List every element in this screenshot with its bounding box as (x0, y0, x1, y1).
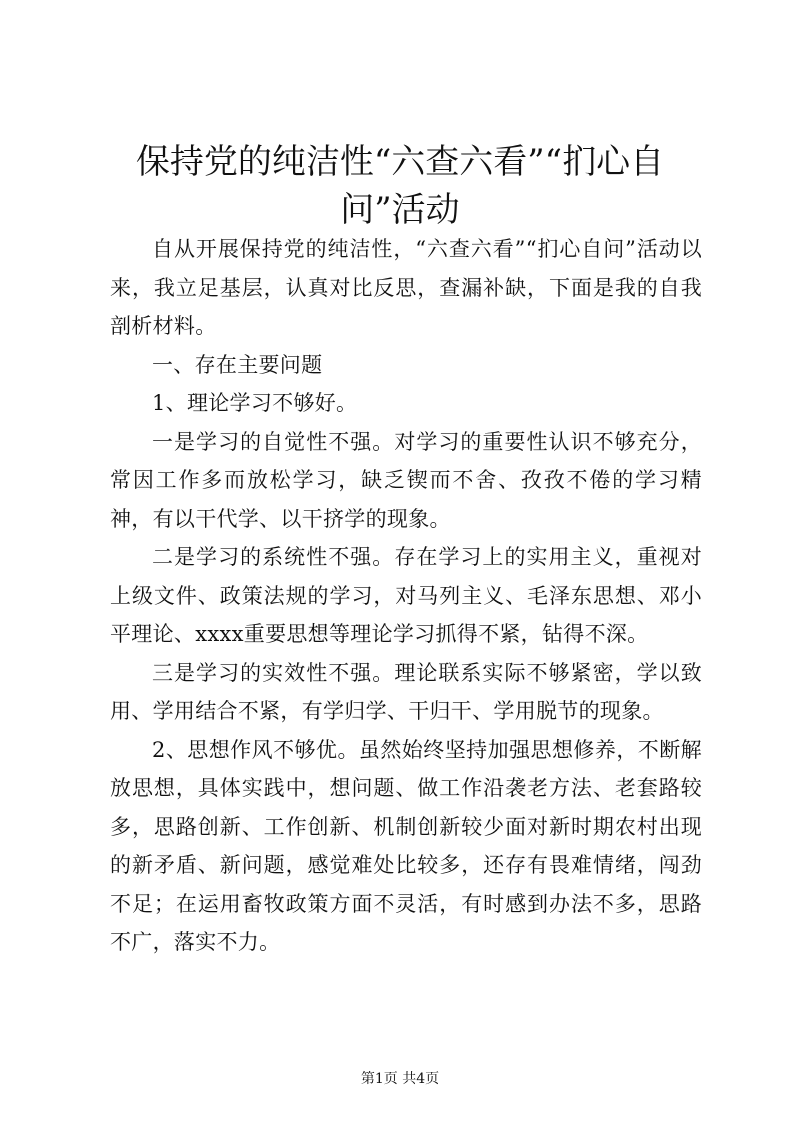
body-paragraph: 三是学习的实效性不强。理论联系实际不够紧密，学以致用、学用结合不紧，有学归学、干归干、学用脱节的现象。 (110, 660, 702, 723)
subsection-heading: 1、理论学习不够好。 (152, 391, 358, 415)
section-heading: 一、存在主要问题 (152, 352, 323, 377)
document-body (110, 230, 702, 962)
body-paragraph: 二是学习的系统性不强。存在学习上的实用主义，重视对上级文件、政策法规的学习，对马列主义、毛泽东思想、邓小平理论、xxxx重要思想等理论学习抓得不紧，钻得不深。 (110, 545, 702, 646)
document-title: 保持党的纯洁性“六查六看”“扪心自问”活动 (135, 142, 665, 230)
body-paragraph: 2、思想作风不够优。虽然始终坚持加强思想修养，不断解放思想，具体实践中，想问题、做工作沿袭老方法、老套路较多，思路创新、工作创新、机制创新较少面对新时期农村出现的新矛盾、新问题，感觉难处比较多，还存有畏难情绪，闯劲不足；在运用畜牧政策方面不灵活，有时感到办法不多，思路不广，落实不力。 (110, 737, 702, 954)
page-number-footer: 第1页 共4页 (360, 1071, 440, 1087)
intro-paragraph: 自从开展保持党的纯洁性，“六查六看”“扪心自问”活动以来，我立足基层，认真对比反思，查漏补缺，下面是我的自我剖析材料。 (110, 237, 702, 338)
body-paragraph: 一是学习的自觉性不强。对学习的重要性认识不够充分，常因工作多而放松学习，缺乏锲而不舍、孜孜不倦的学习精神，有以干代学、以干挤学的现象。 (110, 429, 702, 531)
